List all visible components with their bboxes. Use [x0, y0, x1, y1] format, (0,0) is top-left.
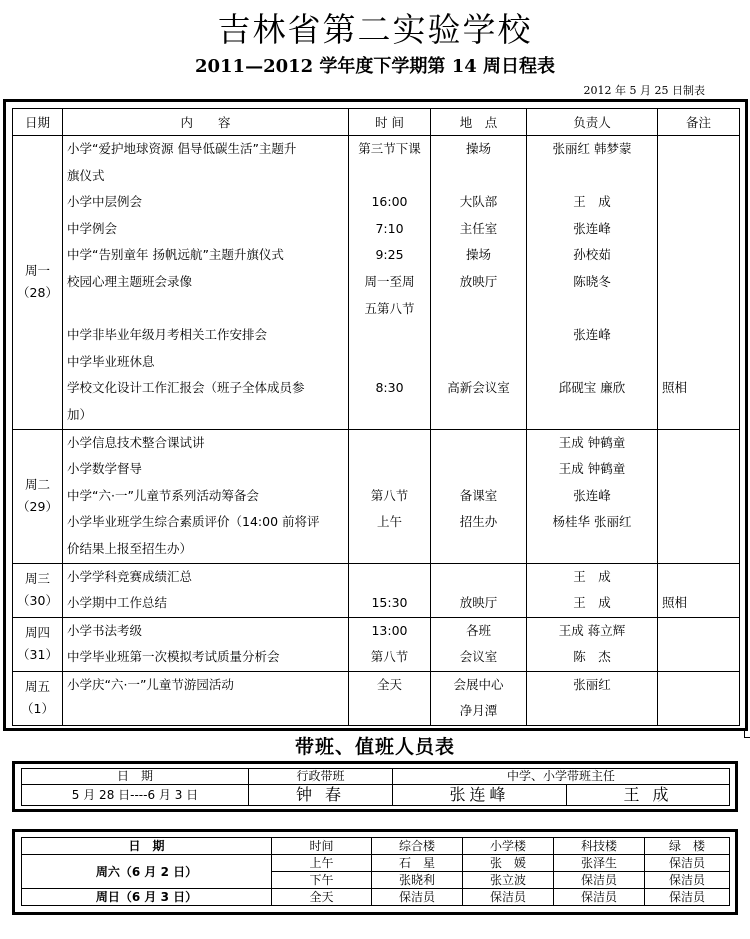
person-line: 张丽红 — [573, 676, 611, 692]
note-line — [662, 536, 735, 563]
weekend-cell: 石 星 — [372, 855, 463, 872]
day-date: （31） — [17, 647, 58, 663]
weekend-header-date: 日 期 — [22, 838, 272, 855]
place-line: 放映厅 — [459, 273, 498, 289]
cell-time — [349, 617, 431, 671]
schedule-day-row — [13, 671, 740, 725]
schedule-day-row — [13, 136, 740, 430]
header-note: 备注 — [658, 109, 740, 136]
weekend-header-building-4: 绿 楼 — [645, 838, 730, 855]
time-line: 13:00 — [371, 622, 408, 638]
weekend-cell: 保洁员 — [645, 889, 730, 906]
note-line — [662, 483, 735, 510]
weekend-header-building-2: 小学楼 — [463, 838, 554, 855]
time-line — [353, 163, 426, 190]
weekend-cell: 保洁员 — [645, 872, 730, 889]
place-line — [435, 564, 522, 591]
day-name: 周四 — [24, 625, 50, 641]
place-line: 操场 — [465, 141, 491, 156]
content-line: 小学中层例会 — [67, 194, 143, 210]
place-line: 会议室 — [459, 649, 498, 665]
page-title: 吉林省第二实验学校 — [217, 10, 533, 49]
note-line — [662, 163, 735, 190]
cell-person — [527, 617, 658, 671]
note-line — [662, 242, 735, 269]
weekend-date-saturday: 周六（6 月 2 日） — [22, 855, 272, 889]
cell-time — [349, 563, 431, 617]
cell-person — [527, 429, 658, 563]
page-subtitle: 2011—2012 学年度下学期第 14 周日程表 — [194, 56, 556, 77]
weekend-time: 上午 — [272, 855, 372, 872]
note-line — [662, 349, 735, 376]
date-made: 2012 年 5 月 25 日制表 — [583, 84, 705, 97]
note-line — [662, 509, 735, 536]
note-line — [662, 189, 735, 216]
content-line — [67, 296, 344, 323]
weekend-row — [22, 855, 730, 872]
duty-date: 5 月 28 日----6 月 3 日 — [22, 785, 249, 806]
duty-header-teachers: 中学、小学带班主任 — [393, 769, 730, 785]
cell-content — [63, 563, 349, 617]
cell-note — [658, 563, 740, 617]
place-line — [435, 163, 522, 190]
weekend-cell: 张泽生 — [554, 855, 645, 872]
place-line — [435, 430, 522, 457]
person-line: 王 成 — [573, 568, 611, 584]
place-line: 招生办 — [459, 514, 498, 530]
duty-teacher-1: 张连峰 — [393, 785, 567, 806]
content-line: 旗仪式 — [67, 167, 105, 183]
content-line: 中学非毕业年级月考相关工作安排会 — [67, 327, 268, 343]
time-line — [353, 564, 426, 591]
duty-data-row — [22, 785, 730, 806]
schedule-day-row — [13, 617, 740, 671]
place-line — [435, 322, 522, 349]
weekend-date-sunday: 周日（6 月 3 日） — [22, 889, 272, 906]
note-line: 照相 — [662, 380, 688, 396]
time-line: 16:00 — [371, 194, 408, 210]
note-line — [662, 136, 735, 163]
cell-note — [658, 136, 740, 430]
cell-time — [349, 671, 431, 725]
place-line: 净月潭 — [459, 703, 498, 719]
content-line: 中学“六·一”儿童节系列活动筹备会 — [67, 487, 259, 503]
weekend-cell: 保洁员 — [463, 889, 554, 906]
weekend-header-time: 时间 — [272, 838, 372, 855]
note-line — [662, 672, 735, 699]
content-line — [67, 698, 344, 725]
person-line — [531, 536, 653, 563]
time-line: 7:10 — [375, 220, 404, 236]
content-line: 中学“告别童年 扬帆远航”主题升旗仪式 — [67, 247, 284, 263]
day-cell — [13, 136, 63, 430]
time-line: 第三节下课 — [358, 141, 421, 156]
cell-time — [349, 429, 431, 563]
weekend-cell: 保洁员 — [554, 872, 645, 889]
cell-note — [658, 429, 740, 563]
time-line: 五第八节 — [364, 300, 415, 316]
note-line — [662, 216, 735, 243]
day-date: （29） — [17, 499, 58, 515]
weekend-cell: 保洁员 — [554, 889, 645, 906]
note-line — [662, 430, 735, 457]
content-line: 校园心理主题班会录像 — [67, 273, 193, 289]
place-line — [435, 296, 522, 323]
day-date: （28） — [17, 285, 58, 301]
weekend-row — [22, 889, 730, 906]
weekend-cell: 张 媛 — [463, 855, 554, 872]
weekend-cell: 保洁员 — [645, 855, 730, 872]
time-line — [353, 536, 426, 563]
duty-admin: 钟 春 — [249, 785, 393, 806]
note-line — [662, 698, 735, 725]
place-line — [435, 349, 522, 376]
cell-person — [527, 136, 658, 430]
day-name: 周二 — [24, 477, 50, 493]
weekend-header-building-3: 科技楼 — [554, 838, 645, 855]
note-line — [662, 644, 735, 671]
person-line: 张丽红 韩梦蒙 — [552, 141, 632, 156]
schedule-frame — [3, 99, 748, 731]
time-line — [353, 322, 426, 349]
place-line: 备课室 — [459, 487, 498, 503]
time-line: 第八节 — [370, 649, 409, 665]
content-line: 小学庆“六·一”儿童节游园活动 — [67, 676, 234, 692]
place-line: 会展中心 — [453, 676, 504, 692]
note-line: 照相 — [662, 595, 688, 611]
place-line: 大队部 — [459, 194, 498, 210]
weekend-header-building-1: 综合楼 — [372, 838, 463, 855]
cell-place — [431, 136, 527, 430]
day-name: 周五 — [24, 679, 50, 695]
note-line — [662, 296, 735, 323]
duty-title: 带班、值班人员表 — [294, 736, 455, 758]
cell-content — [63, 136, 349, 430]
day-cell — [13, 617, 63, 671]
cell-person — [527, 671, 658, 725]
weekend-cell: 保洁员 — [372, 889, 463, 906]
schedule-day-row — [13, 563, 740, 617]
place-line — [435, 456, 522, 483]
content-line: 小学书法考级 — [67, 622, 143, 638]
person-line — [531, 296, 653, 323]
time-line: 8:30 — [375, 380, 404, 396]
note-line — [662, 618, 735, 645]
duty-header-admin: 行政带班 — [249, 769, 393, 785]
content-line: 中学毕业班休息 — [67, 353, 155, 369]
note-line — [662, 269, 735, 296]
note-line — [662, 564, 735, 591]
cell-note — [658, 617, 740, 671]
time-line — [353, 698, 426, 725]
schedule-day-row — [13, 429, 740, 563]
time-line: 全天 — [376, 676, 402, 692]
day-cell — [13, 671, 63, 725]
time-line: 9:25 — [375, 247, 404, 263]
header-person: 负责人 — [527, 109, 658, 136]
content-line: 小学毕业班学生综合素质评价（14:00 前将评 — [67, 514, 320, 530]
weekend-cell: 张立波 — [463, 872, 554, 889]
duty-teacher-2: 王 成 — [567, 785, 730, 806]
note-line — [662, 402, 735, 429]
person-line: 杨桂华 张丽红 — [552, 514, 632, 530]
content-line: 学校文化设计工作汇报会（班子全体成员参 — [67, 380, 305, 396]
cell-content — [63, 671, 349, 725]
place-line: 操场 — [465, 247, 491, 263]
weekend-frame — [12, 829, 738, 915]
person-line: 陈 杰 — [573, 649, 611, 665]
weekend-cell: 张晓利 — [372, 872, 463, 889]
cell-place — [431, 617, 527, 671]
day-name: 周一 — [24, 263, 50, 279]
person-line: 王成 钟鹤童 — [558, 461, 626, 477]
duty-header-date: 日 期 — [22, 769, 249, 785]
person-line: 王 成 — [573, 194, 611, 210]
person-line: 王成 蒋立辉 — [558, 622, 626, 638]
content-line: 小学信息技术整合课试讲 — [67, 434, 205, 450]
person-line: 王成 钟鹤童 — [558, 434, 626, 450]
weekend-time: 下午 — [272, 872, 372, 889]
person-line — [531, 163, 653, 190]
cell-place — [431, 671, 527, 725]
place-line: 主任室 — [459, 220, 498, 236]
person-line — [531, 698, 653, 725]
duty-frame — [12, 761, 738, 812]
cell-note — [658, 671, 740, 725]
content-line: 小学数学督导 — [67, 461, 143, 477]
person-line — [531, 349, 653, 376]
content-line: 中学毕业班第一次模拟考试质量分析会 — [67, 649, 280, 665]
weekend-time: 全天 — [272, 889, 372, 906]
duty-table — [21, 768, 730, 806]
duty-header-row — [22, 769, 730, 785]
header-content: 内 容 — [63, 109, 349, 136]
time-line: 上午 — [376, 514, 402, 530]
place-line: 高新会议室 — [447, 380, 510, 396]
day-date: （1） — [21, 701, 54, 717]
place-line — [435, 536, 522, 563]
place-line — [435, 402, 522, 429]
weekend-header-row — [22, 838, 730, 855]
person-line: 邱砚宝 廉欣 — [558, 380, 626, 396]
cell-content — [63, 617, 349, 671]
place-line: 放映厅 — [459, 595, 498, 611]
person-line: 张连峰 — [573, 220, 611, 236]
time-line: 第八节 — [370, 487, 409, 503]
schedule-header-row — [13, 109, 740, 136]
time-line: 周一至周 — [364, 273, 415, 289]
place-line: 各班 — [465, 622, 491, 638]
cell-person — [527, 563, 658, 617]
content-line: 小学期中工作总结 — [67, 595, 168, 611]
time-line — [353, 402, 426, 429]
content-line: 中学例会 — [67, 220, 118, 236]
weekend-table — [21, 837, 730, 906]
time-line — [353, 349, 426, 376]
day-date: （30） — [17, 593, 58, 609]
content-line: 价结果上报至招生办） — [67, 540, 193, 556]
cell-place — [431, 563, 527, 617]
cell-content — [63, 429, 349, 563]
cell-place — [431, 429, 527, 563]
header-place: 地 点 — [431, 109, 527, 136]
cell-time — [349, 136, 431, 430]
day-cell — [13, 563, 63, 617]
person-line: 孙校茹 — [573, 247, 611, 263]
time-line — [353, 430, 426, 457]
content-line: 小学学科竞赛成绩汇总 — [67, 568, 193, 584]
person-line — [531, 402, 653, 429]
person-line: 王 成 — [573, 595, 611, 611]
schedule-table — [12, 108, 740, 726]
note-line — [662, 456, 735, 483]
content-line: 加） — [67, 406, 93, 422]
person-line: 张连峰 — [573, 487, 611, 503]
person-line: 陈晓冬 — [573, 273, 611, 289]
content-line: 小学“爱护地球资源 倡导低碳生活”主题升 — [67, 141, 297, 156]
header-time: 时 间 — [349, 109, 431, 136]
time-line: 15:30 — [371, 595, 408, 611]
header-date: 日期 — [13, 109, 63, 136]
day-name: 周三 — [24, 571, 50, 587]
person-line: 张连峰 — [573, 327, 611, 343]
note-line — [662, 322, 735, 349]
time-line — [353, 456, 426, 483]
day-cell — [13, 429, 63, 563]
schedule-body — [13, 136, 740, 726]
